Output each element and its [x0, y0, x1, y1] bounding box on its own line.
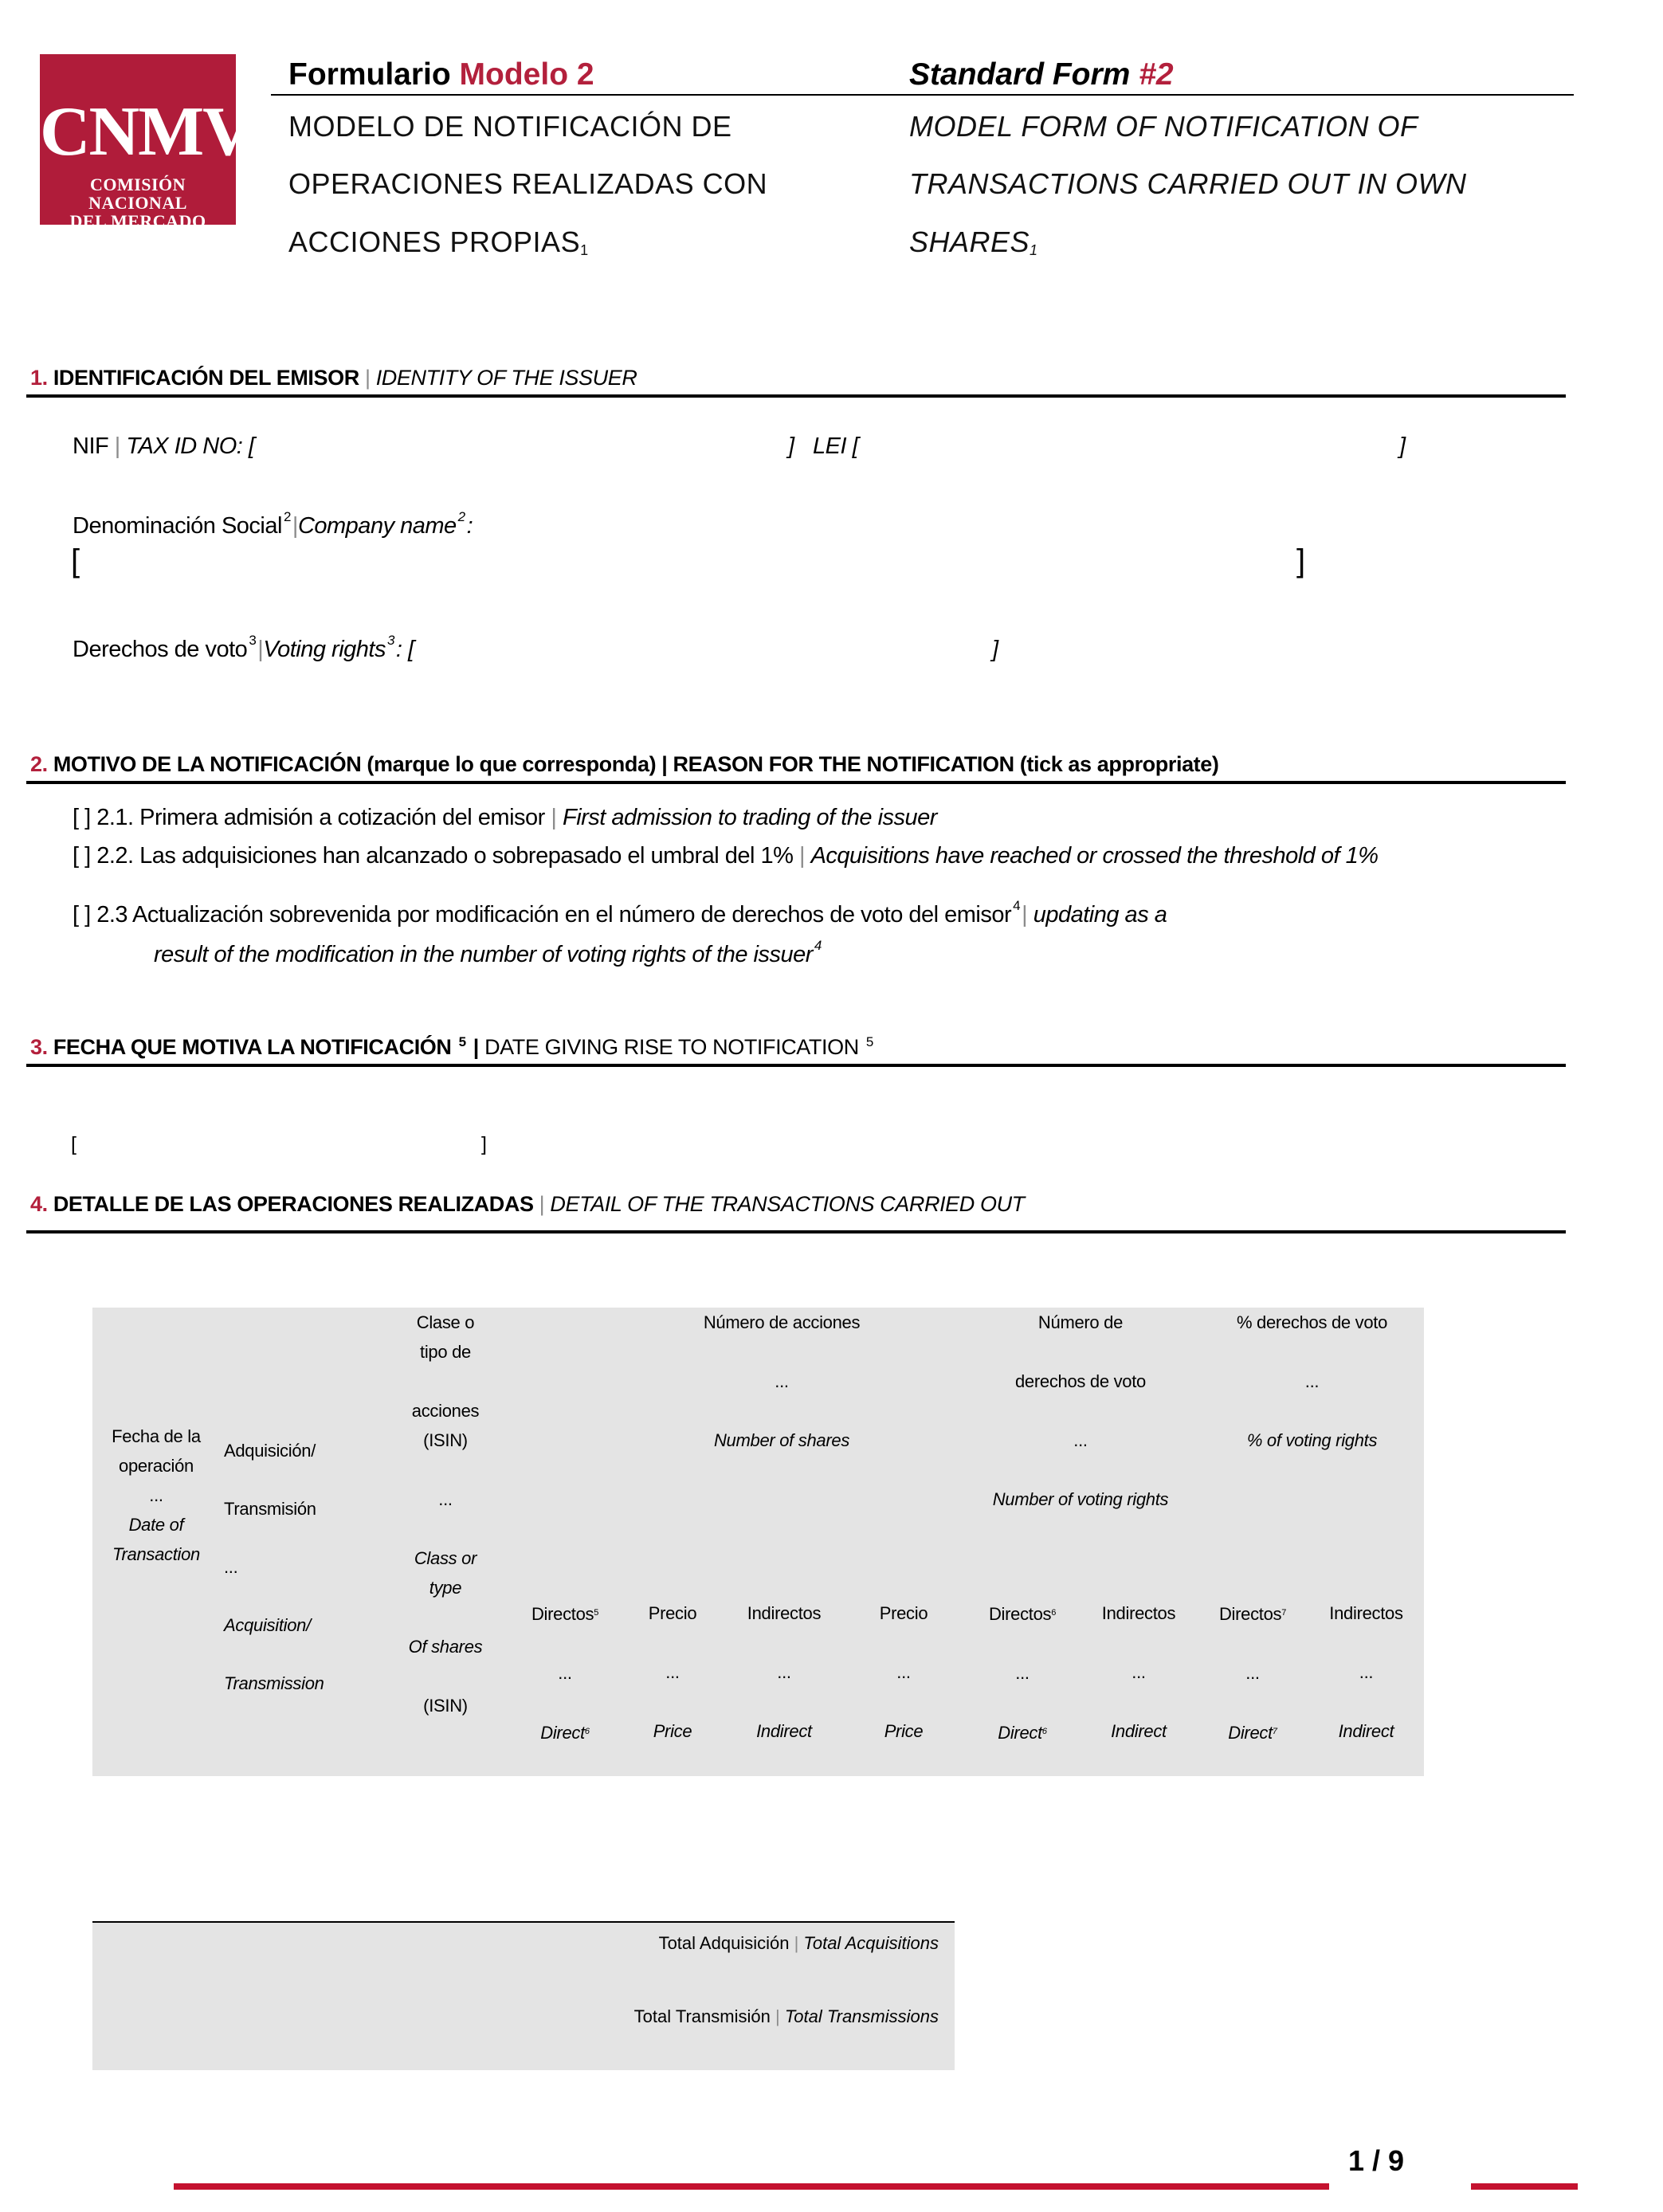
section-1-title: 1. IDENTIFICACIÓN DEL EMISOR | IDENTITY OF THE ISSUER: [30, 366, 637, 390]
subcol-direct-shares: Directos$^5$ ... Direct$^6$: [531, 1604, 599, 1743]
totals-box: [92, 1921, 955, 2070]
form-title-en: Standard Form #2: [909, 57, 1174, 92]
subcol-indirect-shares: Indirectos ... Indirect: [747, 1603, 822, 1741]
form-subtitle-es-2: OPERACIONES REALIZADAS CON: [288, 167, 768, 200]
lei-close: ]: [1399, 433, 1406, 459]
subcol-price-indirect: Precio ... Price: [879, 1603, 928, 1741]
form-subtitle-en-3: SHARES1: [909, 226, 1038, 258]
reason-option-update-line2: result of the modification in the number of voting rights of the issuer $^4$: [154, 938, 822, 967]
reason-option-threshold[interactable]: [ ] 2.2. Las adquisiciones han alcanzado o sobrepasado el umbral del 1% | Acquisitions have reached or crossed the threshold of 1%: [73, 843, 1379, 869]
lei-label: LEI [: [813, 433, 859, 459]
tax-id-label: NIF | TAX ID NO: [: [73, 433, 255, 459]
footer-rule-left: [174, 2183, 1329, 2190]
subcol-indirect-pct: Indirectos ... Indirect: [1329, 1603, 1403, 1741]
col-date-header: Fecha de la operación ... Date of Transaction: [112, 1426, 201, 1564]
form-title-es: Formulario Modelo 2: [288, 57, 594, 92]
subcol-direct-pct: Directos$^7$ ... Direct$^7$: [1218, 1604, 1287, 1743]
col-voting-rights-header: Número de derechos de voto ... Number of voting rights: [992, 1312, 1169, 1509]
company-name-open: [: [71, 543, 80, 578]
section-2-title: 2. MOTIVO DE LA NOTIFICACIÓN (marque lo que corresponda) | REASON FOR THE NOTIFICATION (tick as appropriate): [30, 752, 1219, 776]
logo-wordmark: CNMV: [40, 93, 252, 171]
total-transmissions: Total Transmisión | Total Transmissions: [633, 2006, 939, 2026]
reason-option-first-admission[interactable]: [ ] 2.1. Primera admisión a cotización del emisor | First admission to trading of the issuer: [73, 805, 937, 830]
section-1-rule: [26, 394, 1566, 398]
section-2-rule: [26, 781, 1566, 784]
cnmv-logo: [40, 54, 252, 249]
subcol-indirect-votes: Indirectos ... Indirect: [1101, 1603, 1176, 1741]
tax-id-close: ]: [788, 433, 794, 459]
form-subtitle-en-2: TRANSACTIONS CARRIED OUT IN OWN: [909, 167, 1467, 200]
notification-date-open: [: [71, 1133, 76, 1155]
form-subtitle-en-1: MODEL FORM OF NOTIFICATION OF: [909, 110, 1418, 143]
logo-subtitle: COMISIÓN NACIONAL DEL MERCADO DE VALORES: [69, 175, 206, 249]
col-pct-header: % derechos de voto ... % of voting rights: [1236, 1312, 1388, 1450]
reason-option-update[interactable]: [ ] 2.3 Actualización sobrevenida por modificación en el número de derechos de voto del emisor $^4$| updating as a: [73, 898, 1167, 928]
notification-date-close: ]: [481, 1133, 487, 1155]
page-number: 1 / 9: [1348, 2144, 1405, 2177]
col-acquisition-header: Adquisición/ Transmisión ... Acquisition/ Transmission: [224, 1441, 324, 1693]
section-3-title: 3. FECHA QUE MOTIVA LA NOTIFICACIÓN $^5$ | DATE GIVING RISE TO NOTIFICATION $^5$: [30, 1034, 873, 1059]
voting-rights-close: ]: [992, 637, 998, 662]
col-class-header: Clase o tipo de acciones (ISIN) ... Class or type Of shares (ISIN): [408, 1312, 483, 1716]
subcol-direct-votes: Directos$^6$ ... Direct$^6$: [988, 1604, 1057, 1743]
lei-field[interactable]: [861, 432, 1394, 461]
col-shares-header: Número de acciones ... Number of shares: [703, 1312, 861, 1450]
company-name-label: Denominación Social $^2$|Company name $^2$:: [73, 509, 473, 539]
voting-rights-field[interactable]: [446, 635, 988, 664]
section-4-title: 4. DETALLE DE LAS OPERACIONES REALIZADAS | DETAIL OF THE TRANSACTIONS CARRIED OUT: [30, 1192, 1025, 1216]
transactions-table: [92, 1308, 1424, 1776]
company-name-field[interactable]: [96, 547, 1291, 578]
notification-date-field[interactable]: [88, 1130, 470, 1159]
subcol-price-direct: Precio ... Price: [648, 1603, 697, 1741]
section-3-rule: [26, 1064, 1566, 1067]
total-acquisitions: Total Adquisición | Total Acquisitions: [658, 1933, 939, 1953]
footer-rule-right: [1471, 2183, 1578, 2190]
form-subtitle-es-1: MODELO DE NOTIFICACIÓN DE: [288, 110, 732, 143]
voting-rights-label: Derechos de voto $^3$|Voting rights $^3$: [: [73, 633, 414, 662]
form-subtitle-es-3: ACCIONES PROPIAS1: [288, 226, 589, 258]
header-rule: [271, 94, 1574, 96]
company-name-close: ]: [1296, 543, 1306, 578]
section-4-rule: [26, 1230, 1566, 1233]
tax-id-field[interactable]: [239, 432, 781, 461]
